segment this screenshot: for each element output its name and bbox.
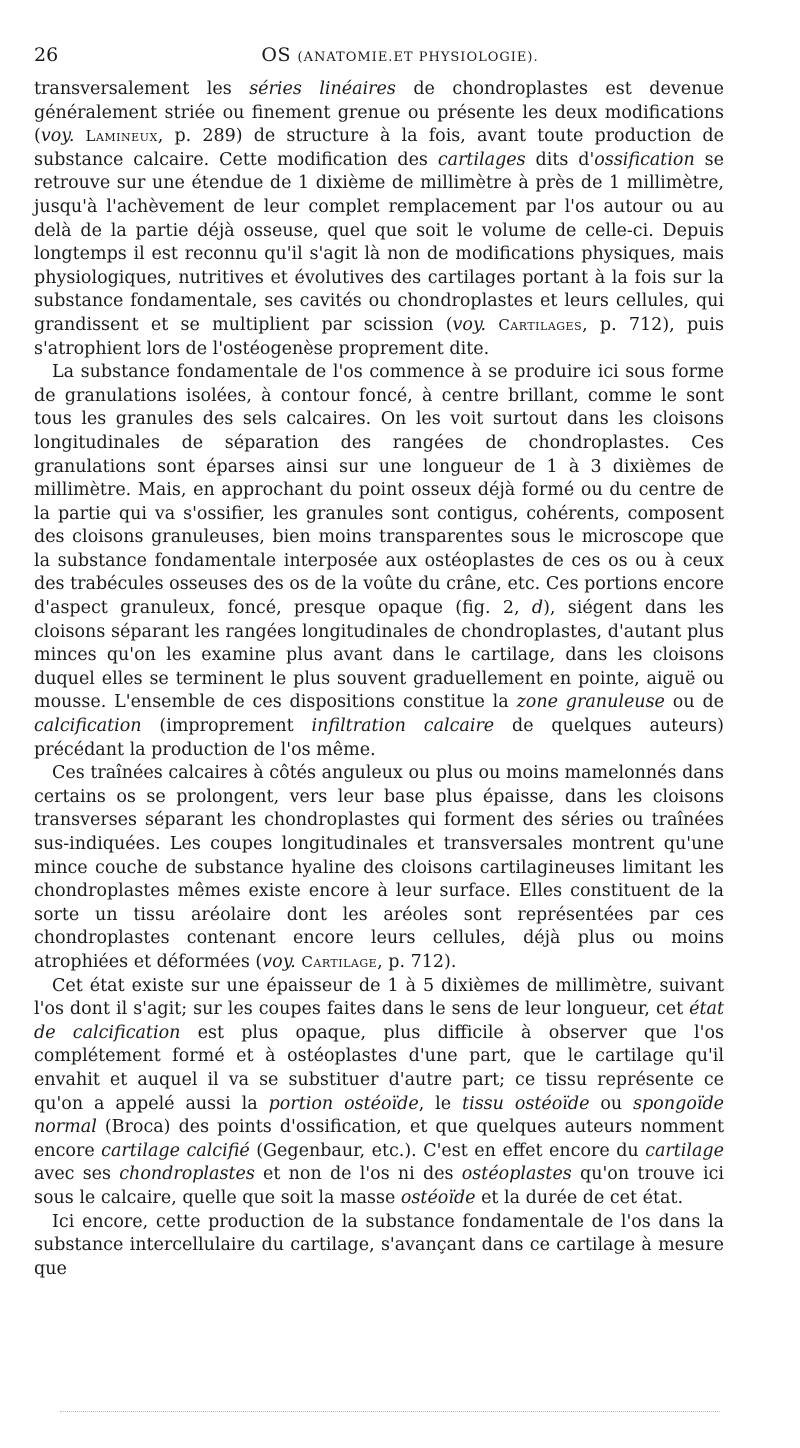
paragraph-3 <box>34 762 724 974</box>
italic-term: état de calcification <box>34 999 724 1043</box>
italic-term: voy. <box>452 314 487 335</box>
page-number: 26 <box>34 44 59 66</box>
text-run: ou de <box>664 692 725 713</box>
italic-term: séries linéaires <box>249 79 396 99</box>
italic-term: d <box>531 598 544 619</box>
text-run: La substance fondamentale de l'os commence à se produire ici sous forme de granulations isolées, à contour foncé, à centre brillant, comme le sont tous les granules des sels calcaires. On les voit surtout dans les cloisons longitudinales de séparation des rangées de chondroplastes. Ces granulations sont éparses ainsi sur une longueur de 1 à 3 dixièmes de millimètre. Mais, en approchant du point osseux déjà formé ou du centre de la partie qui va s'ossifier, les granules sont contigus, cohérents, composent des cloisons granuleuses, bien moins transparentes sous le microscope que la substance fondamentale interposée aux ostéoplastes de ces os ou à ceux des trabécules osseuses des os de la voûte du crâne, etc. Ces portions encore d'aspect granuleux, foncé, presque opaque (fig. 2, <box>34 362 724 619</box>
text-run: , p. 712), puis s'atrophient lors de l'ostéogenèse proprement dite. <box>34 314 724 359</box>
cross-reference: Cartilages <box>498 315 583 334</box>
cross-reference: Cartilage <box>301 952 378 971</box>
italic-term: infiltration calcaire <box>311 716 495 737</box>
italic-term: ostéoïde <box>400 1187 476 1208</box>
text-run: de chondroplastes est devenue généralement striée ou finement grenue ou présente les deux modifications ( <box>34 79 724 147</box>
paragraph-1 <box>34 78 724 361</box>
text-run: (Gegenbaur, etc.). C'est en effet encore du <box>249 1140 646 1161</box>
page-header <box>34 44 766 72</box>
paragraph-5 <box>34 1211 724 1282</box>
italic-term: spongoïde normal <box>34 1093 725 1138</box>
italic-term: voy. <box>40 126 75 147</box>
paragraph-4 <box>34 975 724 1211</box>
running-head-title: OS <box>261 44 291 66</box>
cross-reference: Lamineux <box>85 127 158 146</box>
italic-term: portion ostéoïde <box>268 1093 419 1114</box>
body-text <box>34 78 724 1281</box>
running-head-subtitle: (ANATOMIE.ET PHYSIOLOGIE). <box>297 50 539 65</box>
text-run: avec ses <box>34 1164 120 1185</box>
italic-term: cartilage calcifié <box>101 1140 250 1161</box>
italic-term: cartilage <box>645 1140 724 1161</box>
scan-footer-artifact <box>60 1411 720 1415</box>
text-run: se retrouve sur une étendue de 1 dixième de millimètre à près de 1 millimètre, jusqu'à l'achèvement de leur complet remplacement par l'os autour ou au delà de la partie déjà osseuse, quel que soit le volume de celle-ci. Depuis longtemps il est reconnu qu'il s'agit là non de modifications physiques, mais physiologiques, nutritives et évolutives des cartilages portant à la fois sur la substance fondamentale, ses cavités ou chondroplastes et leurs cellules, qui grandissent et se multiplient par scission ( <box>34 149 724 335</box>
paragraph-2 <box>34 361 724 762</box>
text-run: qu'on trouve ici sous le calcaire, quelle que soit la masse <box>34 1164 725 1208</box>
text-run: est plus opaque, plus difficile à observer que l'os complétement formé et à ostéoplastes d'une part, que le cartilage qu'il envahit et auquel il va se substituer d'autre part; ce tissu représente ce qu'on a appelé aussi la <box>34 1022 724 1114</box>
text-run: Ici encore, cette production de la substance fondamentale de l'os dans la substance intercellulaire du cartilage, s'avançant dans ce cartilage à mesure que <box>34 1211 724 1279</box>
italic-term: ossification <box>594 149 695 170</box>
text-run: ), siégent dans les cloisons séparant les rangées longitudinales de chondroplastes, d'autant plus minces qu'on les examine plus avant dans le cartilage, dans les cloisons duquel elles se terminent le plus souvent graduellement en pointe, aiguë ou mousse. L'ensemble de ces dispositions constitue la <box>34 598 724 713</box>
text-run: Cet état existe sur une épaisseur de 1 à 5 dixièmes de millimètre, suivant l'os dont il s'agit; sur les coupes faites dans le sens de leur longueur, cet <box>34 975 724 1020</box>
italic-term: cartilages <box>437 149 526 170</box>
italic-term: voy. <box>262 951 296 972</box>
italic-term: tissu ostéoïde <box>462 1093 590 1114</box>
text-run <box>74 126 85 146</box>
text-run: , le <box>418 1093 463 1114</box>
text-run: (improprement <box>141 716 312 737</box>
italic-term: zone granuleuse <box>516 692 665 713</box>
text-run: et non de l'os ni des <box>254 1164 462 1185</box>
text-run <box>486 315 498 335</box>
text-run: transversalement les <box>34 79 250 99</box>
text-run: , p. 712). <box>377 951 457 972</box>
text-run: Ces traînées calcaires à côtés anguleux ou plus ou moins mamelonnés dans certains os se prolongent, vers leur base plus épaisse, dans les cloisons transverses séparant les chondroplastes qui forment des séries ou traînées sus-indiquées. Les coupes longitudinales et transversales montrent qu'une mince couche de substance hyaline des cloisons cartilagineuses limitant les chondroplastes mêmes existe encore à leur surface. Elles constituent de la sorte un tissu aréolaire dont les aréoles sont représentées par ces chondroplastes contenant encore leurs cellules, déjà plus ou moins atrophiées et déformées ( <box>34 763 724 972</box>
text-run: de quelques auteurs) précédant la production de l'os même. <box>34 716 724 760</box>
italic-term: calcification <box>34 716 142 737</box>
italic-term: ostéoplastes <box>461 1164 572 1185</box>
text-run: , p. 289) de structure à la fois, avant toute production de substance calcaire. Cette modification des <box>34 126 724 170</box>
text-run: ou <box>589 1093 634 1114</box>
text-run: et la durée de cet état. <box>475 1187 684 1208</box>
italic-term: chondroplastes <box>119 1164 255 1185</box>
text-run: dits d' <box>525 149 595 170</box>
text-run: (Broca) des points d'ossification, et que quelques auteurs nomment encore <box>34 1117 724 1161</box>
running-head <box>34 44 766 66</box>
